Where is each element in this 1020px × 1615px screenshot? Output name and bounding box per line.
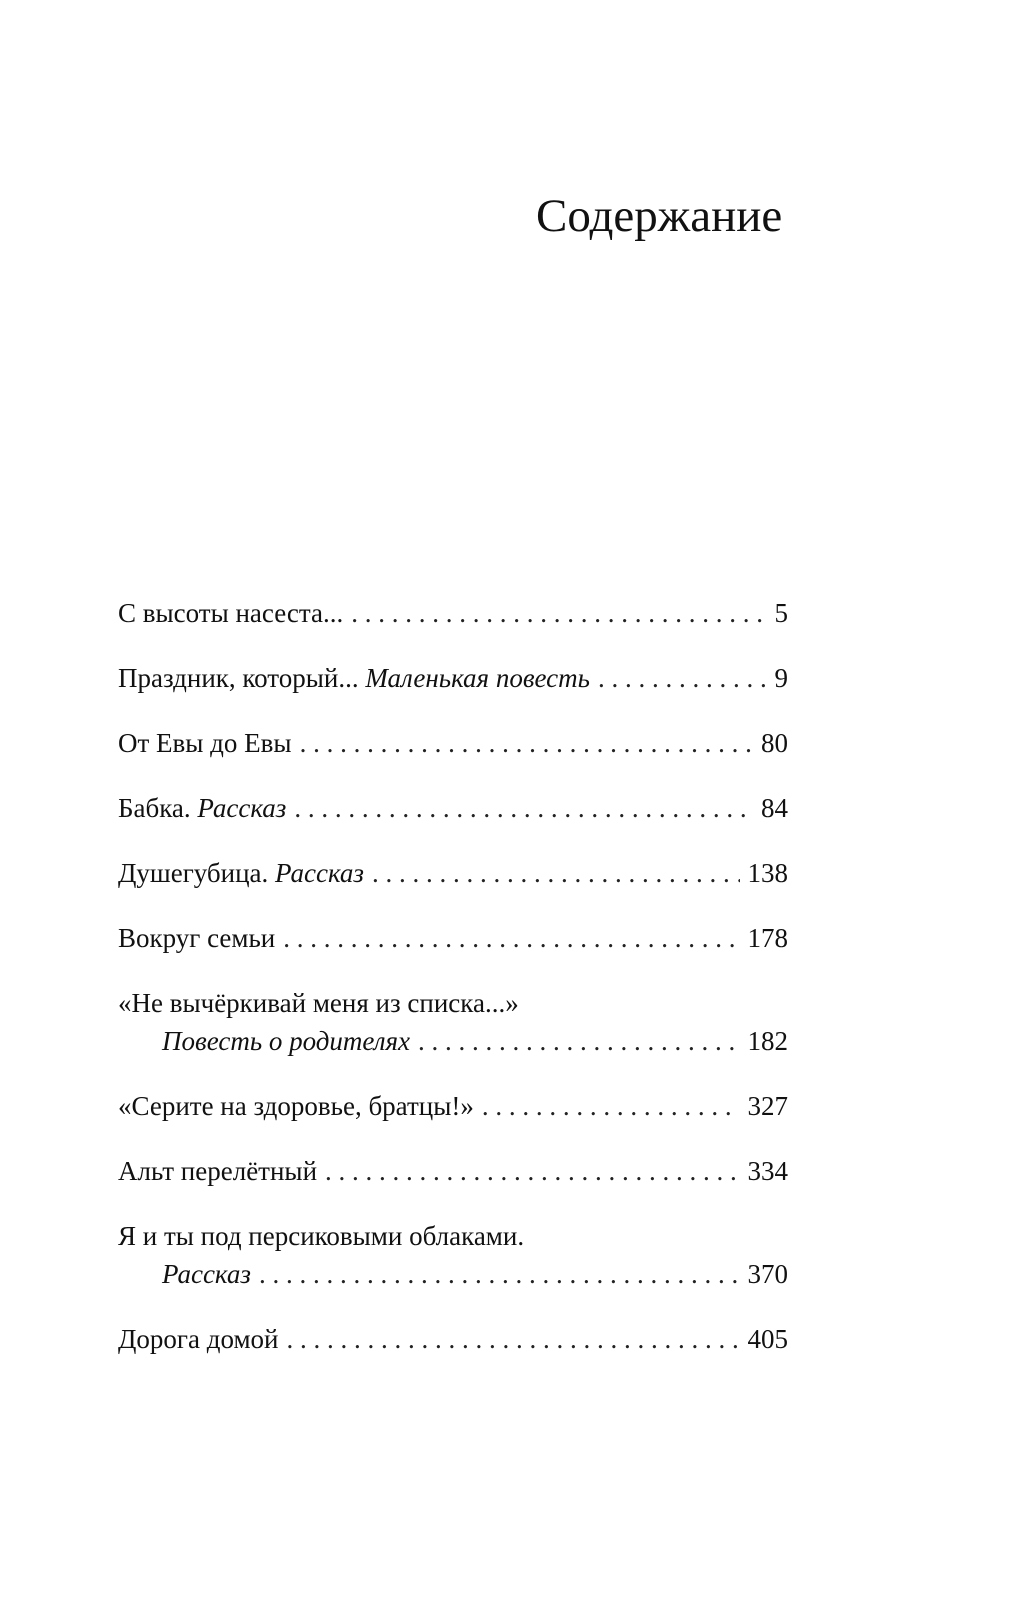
toc-page-number: 5: [774, 598, 788, 628]
toc-entry[interactable]: [118, 791, 788, 825]
toc-entry-title: Душегубица.: [118, 858, 269, 888]
dot-leader: [372, 856, 740, 890]
toc-entry-subtitle: Рассказ: [197, 793, 287, 823]
toc-page-number: 84: [761, 793, 788, 823]
dot-leader: [300, 726, 753, 760]
toc-entry-title: Вокруг семьи: [118, 923, 276, 953]
toc-page-number: 138: [747, 858, 788, 888]
toc-entry[interactable]: [118, 596, 788, 630]
toc-entry-title: Бабка.: [118, 793, 191, 823]
toc-page-number: 9: [774, 663, 788, 693]
table-of-contents: [118, 596, 788, 1387]
toc-entry-subtitle: Рассказ: [162, 1259, 251, 1289]
toc-entry-continuation[interactable]: [118, 1024, 788, 1058]
dot-leader: [325, 1154, 739, 1188]
dot-leader: [259, 1257, 740, 1291]
toc-page-number: 182: [747, 1026, 788, 1056]
toc-entry[interactable]: [118, 986, 788, 1020]
dot-leader: [351, 596, 766, 630]
toc-page-number: 80: [761, 728, 788, 758]
dot-leader: [598, 661, 767, 695]
toc-entry-title: Альт перелётный: [118, 1156, 318, 1186]
toc-entry[interactable]: [118, 1089, 788, 1123]
dot-leader: [294, 791, 753, 825]
toc-entry-title: «Серите на здоровье, братцы!»: [118, 1091, 474, 1121]
toc-entry-title: Праздник, который...: [118, 663, 359, 693]
dot-leader: [283, 921, 739, 955]
dot-leader: [418, 1024, 739, 1058]
toc-entry[interactable]: [118, 661, 788, 695]
toc-entry[interactable]: [118, 1154, 788, 1188]
toc-entry-title: Я и ты под персиковыми облаками.: [118, 1221, 525, 1251]
toc-page-number: 405: [747, 1324, 788, 1354]
toc-page-number: 334: [747, 1156, 788, 1186]
page-title: Содержание: [536, 190, 783, 242]
dot-leader: [482, 1089, 740, 1123]
toc-entry[interactable]: [118, 921, 788, 955]
toc-page-number: 327: [747, 1091, 788, 1121]
toc-entry-subtitle: Маленькая повесть: [365, 663, 590, 693]
toc-entry-continuation[interactable]: [118, 1257, 788, 1291]
toc-entry-subtitle: Рассказ: [275, 858, 364, 888]
toc-entry-title: От Евы до Евы: [118, 728, 292, 758]
toc-entry-title: Дорога домой: [118, 1324, 279, 1354]
toc-entry[interactable]: [118, 1219, 788, 1253]
toc-page-number: 178: [747, 923, 788, 953]
toc-entry[interactable]: [118, 726, 788, 760]
toc-entry[interactable]: [118, 1322, 788, 1356]
toc-entry[interactable]: [118, 856, 788, 890]
toc-entry-subtitle: Повесть о родителях: [162, 1026, 411, 1056]
toc-entry-title: С высоты насеста...: [118, 598, 344, 628]
toc-page-number: 370: [747, 1259, 788, 1289]
toc-entry-title: «Не вычёркивай меня из списка...»: [118, 988, 519, 1018]
dot-leader: [286, 1322, 739, 1356]
